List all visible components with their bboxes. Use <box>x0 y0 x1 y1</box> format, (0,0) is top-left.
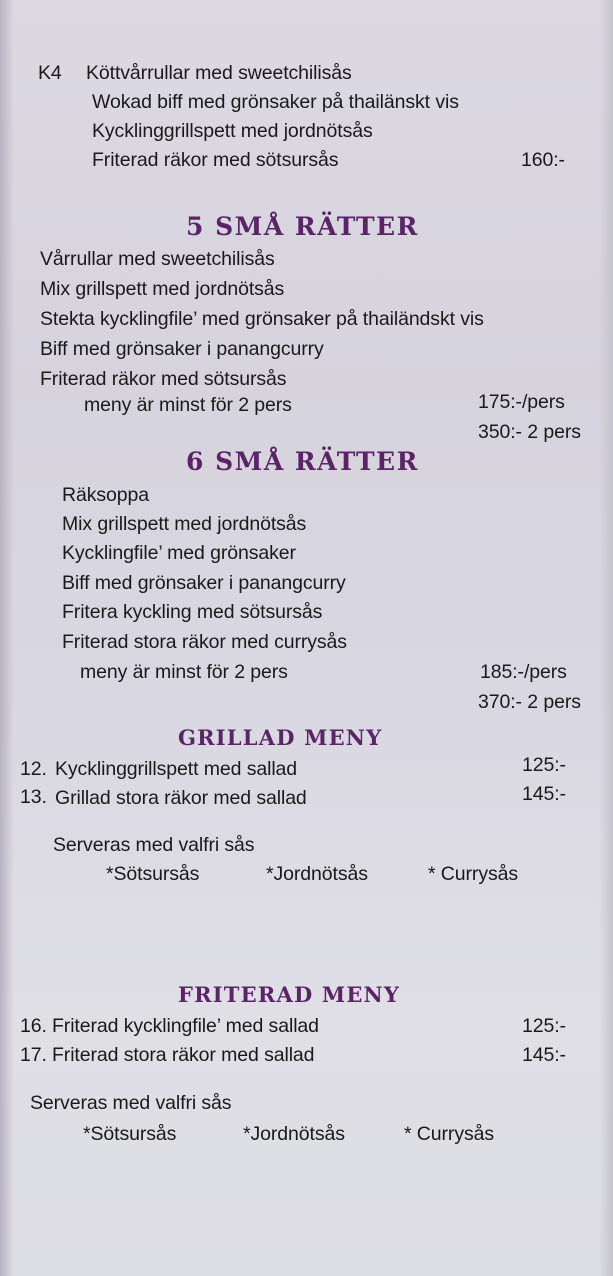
grill-item-num: 13. <box>20 786 47 808</box>
five-price-pers: 175:-/pers <box>478 391 565 413</box>
page-right-edge <box>599 0 613 1276</box>
five-price-two: 350:- 2 pers <box>478 421 581 443</box>
grill-item-name: Kycklinggrillspett med sallad <box>55 758 298 780</box>
six-item: Friterad stora räkor med currysås <box>62 631 347 653</box>
section-title-6-sma-ratter: 6 SMÅ RÄTTER <box>186 447 419 476</box>
grill-item-num: 12. <box>20 758 47 780</box>
k4-item: Kycklinggrillspett med jordnötsås <box>92 120 373 142</box>
six-item: Biff med grönsaker i panangcurry <box>62 572 346 594</box>
k4-price: 160:- <box>521 149 565 171</box>
k4-code: K4 <box>38 62 62 84</box>
grill-item-price: 125:- <box>522 754 566 776</box>
page-left-edge <box>0 0 14 1276</box>
six-item: Mix grillspett med jordnötsås <box>62 513 307 535</box>
fry-sauce: * Currysås <box>404 1123 495 1145</box>
grill-sauce: * Currysås <box>428 863 519 885</box>
grill-item-price: 145:- <box>522 783 566 805</box>
fry-item-name: Friterad stora räkor med sallad <box>52 1044 315 1066</box>
six-price-two: 370:- 2 pers <box>478 691 581 713</box>
fry-sauce: *Sötsursås <box>83 1123 177 1145</box>
five-item: Vårrullar med sweetchilisås <box>40 248 275 270</box>
six-item: Räksoppa <box>62 484 150 506</box>
five-item: Stekta kycklingfile’ med grönsaker på thailändskt vis <box>40 308 484 330</box>
six-item: Kycklingfile’ med grönsaker <box>62 542 296 564</box>
grill-sauce: *Sötsursås <box>106 863 200 885</box>
six-note: meny är minst för 2 pers <box>80 661 288 683</box>
k4-item: Friterad räkor med sötsursås <box>92 149 339 171</box>
fry-item-num: 17. <box>20 1044 47 1066</box>
five-item: Biff med grönsaker i panangcurry <box>40 338 324 360</box>
section-title-friterad-meny: FRITERAD MENY <box>178 982 401 1007</box>
fry-item-name: Friterad kycklingfile’ med sallad <box>52 1015 319 1037</box>
grill-serveras: Serveras med valfri sås <box>53 834 255 856</box>
grill-sauce: *Jordnötsås <box>266 863 368 885</box>
six-price-pers: 185:-/pers <box>480 661 567 683</box>
k4-item: Wokad biff med grönsaker på thailänskt vis <box>92 91 459 113</box>
section-title-5-sma-ratter: 5 SMÅ RÄTTER <box>186 212 419 241</box>
fry-serveras: Serveras med valfri sås <box>30 1092 232 1114</box>
five-item: Mix grillspett med jordnötsås <box>40 278 285 300</box>
fry-sauce: *Jordnötsås <box>243 1123 345 1145</box>
five-note: meny är minst för 2 pers <box>84 394 292 416</box>
section-title-grillad-meny: GRILLAD MENY <box>178 725 383 750</box>
fry-item-num: 16. <box>20 1015 47 1037</box>
six-item: Fritera kyckling med sötsursås <box>62 601 323 623</box>
five-item: Friterad räkor med sötsursås <box>40 368 287 390</box>
grill-item-name: Grillad stora räkor med sallad <box>55 787 307 809</box>
fry-item-price: 145:- <box>522 1044 566 1066</box>
fry-item-price: 125:- <box>522 1015 566 1037</box>
k4-item: Köttvårrullar med sweetchilisås <box>86 62 352 84</box>
